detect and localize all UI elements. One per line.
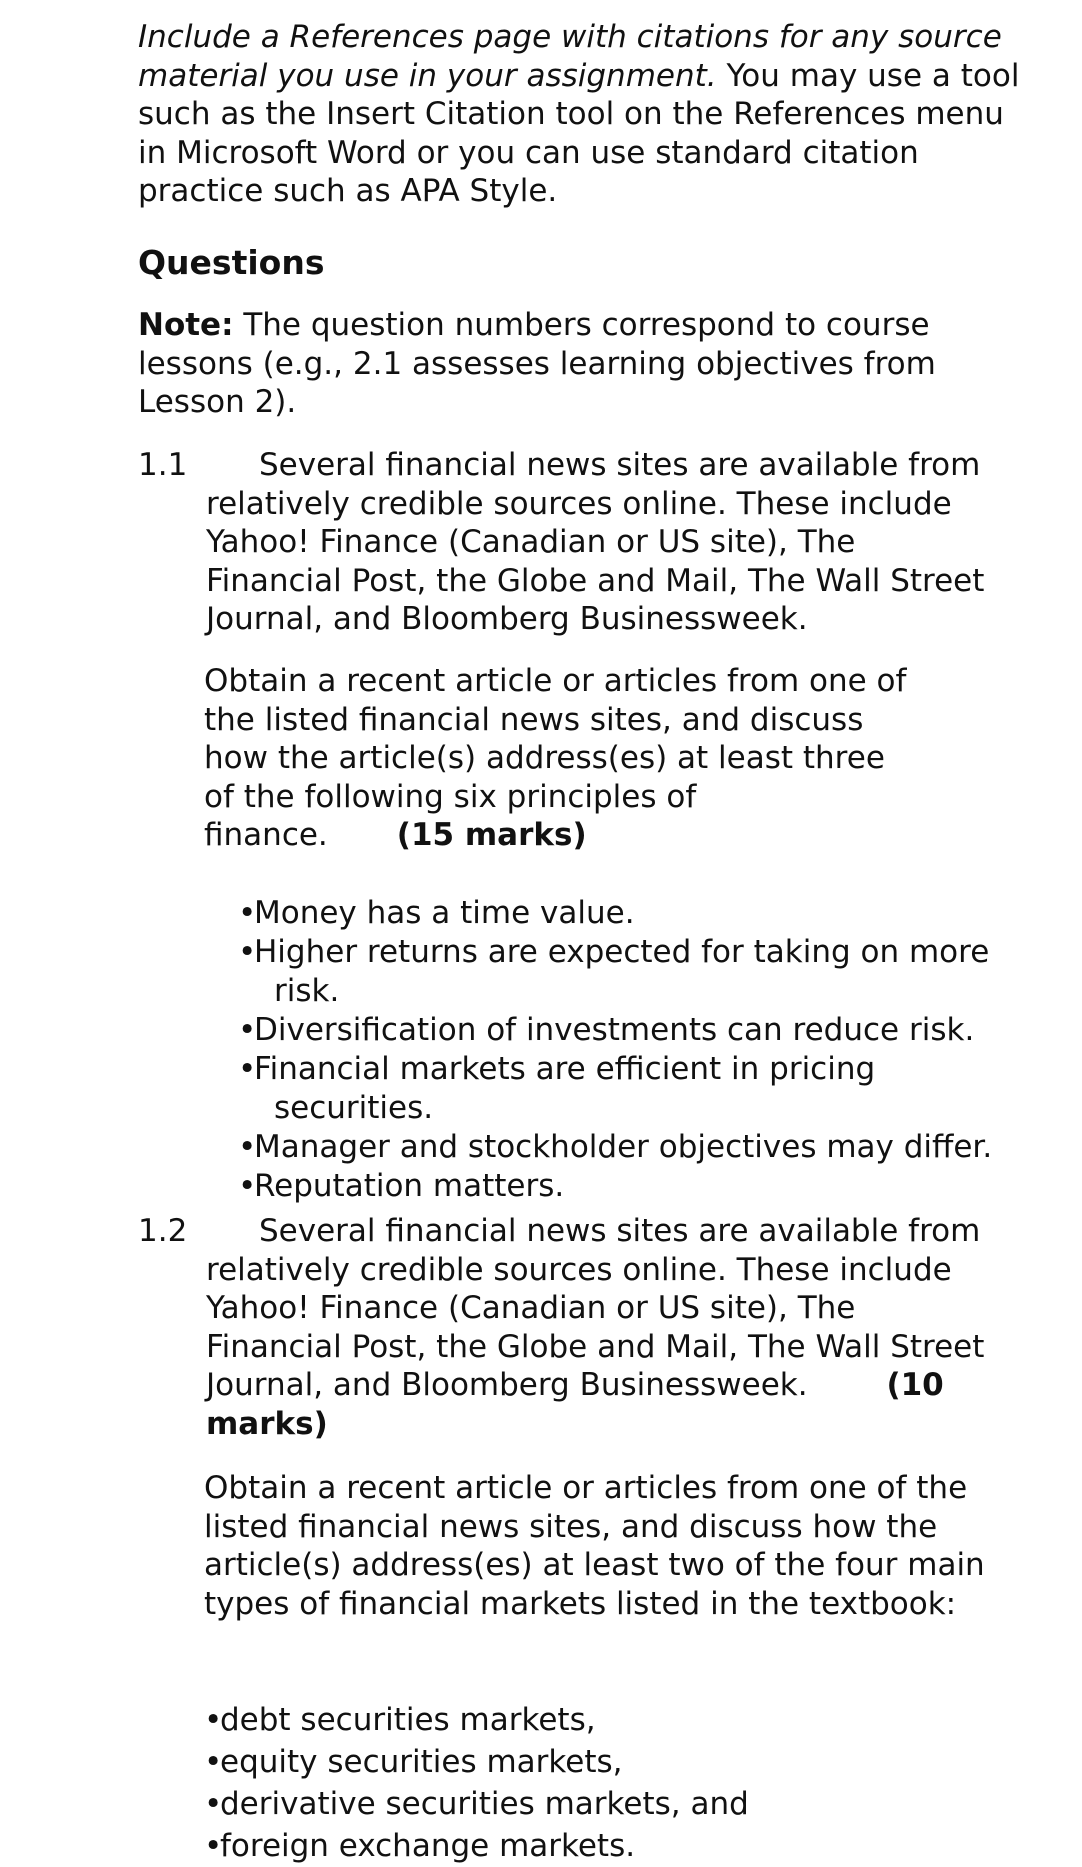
principle-item [238, 1167, 992, 1206]
market-text: equity securities markets, [220, 1744, 623, 1780]
question-1-1-instruction-text: Obtain a recent article or articles from one of the listed financial news sites, and discuss how the article(s) address(es) at least three of the following six principles of finance. [204, 663, 907, 853]
principle-item [238, 1011, 992, 1050]
question-1-1-line: Yahoo! Finance (Canadian or US site), The [206, 524, 856, 560]
bullet-icon: • [238, 934, 257, 970]
intro-paragraph [138, 18, 1038, 211]
principle-text: Reputation matters. [254, 1168, 565, 1204]
market-item [204, 1783, 749, 1825]
principle-text: Diversification of investments can reduce risk. [254, 1012, 975, 1048]
note-text: The question numbers correspond to course lessons (e.g., 2.1 assesses learning objectives from Lesson 2). [138, 307, 936, 420]
question-1-2-marks: (10 marks) [206, 1367, 944, 1442]
question-1-1-line: relatively credible sources online. These include [206, 485, 952, 522]
question-1-1-instruction [204, 662, 924, 855]
question-1-1-marks: (15 marks) [396, 817, 587, 853]
principle-text-continued: securities. [274, 1090, 434, 1126]
bullet-icon: • [238, 895, 257, 931]
bullet-icon: • [238, 1129, 257, 1165]
principle-text-continued: risk. [274, 973, 340, 1009]
bullet-icon: • [238, 1051, 257, 1087]
bullet-icon: • [204, 1702, 223, 1738]
question-1-2-line: Yahoo! Finance (Canadian or US site), The [206, 1290, 856, 1326]
questions-heading: Questions [138, 243, 325, 282]
question-1-2-line: relatively credible sources online. These include [206, 1251, 952, 1288]
question-1-2-line: Financial Post, the Globe and Mail, The Wall Street [206, 1328, 985, 1365]
market-text: foreign exchange markets. [220, 1828, 636, 1864]
market-item [204, 1741, 749, 1783]
question-1-1-line: Several financial news sites are available from [259, 447, 981, 483]
question-1-2-instruction: Obtain a recent article or articles from one of the listed financial news sites, and discuss how the article(s) address(es) at least two of the four main types of financial markets listed in the textbook: [204, 1470, 985, 1622]
principle-text: Money has a time value. [254, 895, 635, 931]
principle-item [238, 1050, 992, 1128]
bullet-icon: • [204, 1786, 223, 1822]
question-1-1-line: Journal, and Bloomberg Businessweek. [206, 601, 808, 637]
bullet-icon: • [204, 1744, 223, 1780]
question-1-2-text [206, 1212, 1046, 1443]
question-1-2-line: Journal, and Bloomberg Businessweek. [206, 1367, 808, 1403]
principle-item [238, 933, 992, 1011]
market-text: derivative securities markets, and [220, 1786, 749, 1822]
bullet-icon: • [238, 1012, 257, 1048]
bullet-icon: • [204, 1828, 223, 1864]
note-paragraph [138, 306, 1038, 422]
intro-italic-text: Include a References page with citations for any source material you use in your assignment. [138, 19, 1002, 94]
question-1-2-line: Several financial news sites are available from [259, 1213, 981, 1249]
principle-text: Manager and stockholder objectives may differ. [254, 1129, 993, 1165]
markets-list [204, 1699, 749, 1867]
question-1-1-line: Financial Post, the Globe and Mail, The Wall Street [206, 562, 985, 599]
principle-item [238, 1128, 992, 1167]
principle-item [238, 894, 992, 933]
principles-list [238, 894, 992, 1206]
principle-text: Financial markets are efficient in pricing [254, 1051, 876, 1087]
bullet-icon: • [238, 1168, 257, 1204]
question-1-2-last-line [206, 1366, 1006, 1443]
question-1-2-number: 1.2 [138, 1213, 188, 1249]
note-label: Note: [138, 307, 234, 343]
principle-text: Higher returns are expected for taking on more [254, 934, 990, 970]
question-1-1-number: 1.1 [138, 447, 188, 483]
market-text: debt securities markets, [220, 1702, 596, 1738]
question-1-1-text [206, 446, 1046, 639]
market-item [204, 1699, 749, 1741]
intro-text: You may use a tool such as the Insert Citation tool on the References menu in Microsoft Word or you can use standard citation practice such as APA Style. [138, 57, 1020, 209]
